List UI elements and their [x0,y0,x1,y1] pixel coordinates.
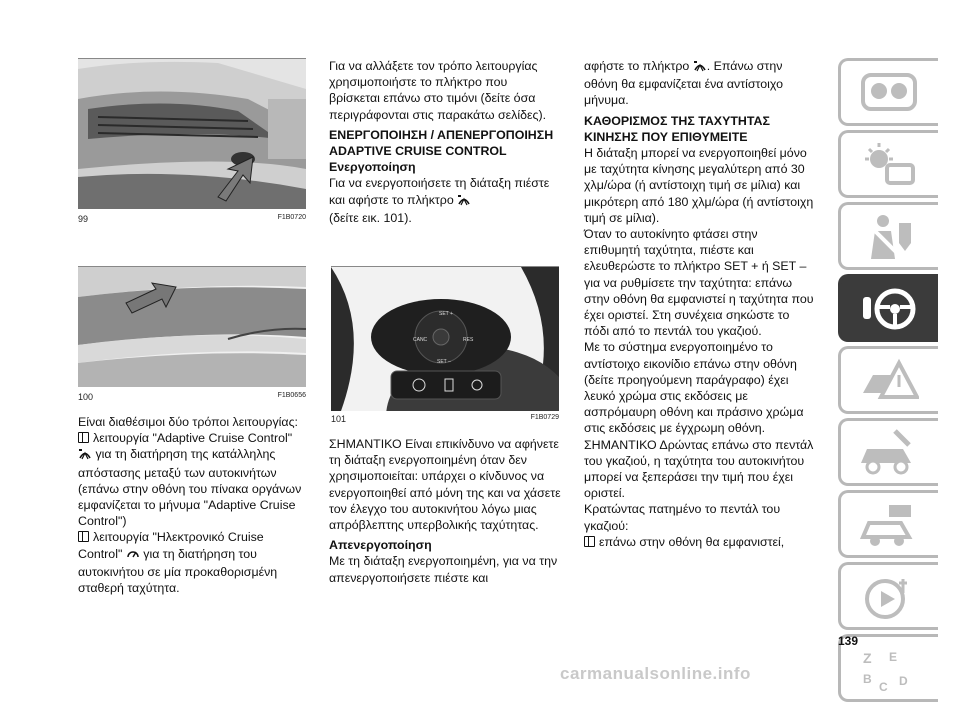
paragraph-text: . Επάνω στην οθόνη θα εμφανίζεται ένα αντίστοιχο μήνυμα. [584,59,783,108]
bullet-item [78,529,310,596]
column-1-text [78,414,310,596]
bullet-book-icon [78,432,89,443]
wheel-label-canc: CANC [413,337,428,343]
dashboard-tab-icon [859,69,919,117]
paragraph: ΣΗΜΑΝΤΙΚΟ Δρώντας επάνω στο πεντάλ του γκαζιού, η ταχύτητα του αυτοκινήτου μπορεί να ξεπεράσει την τιμή που έχει οριστεί. [584,437,814,501]
paragraph: ΣΗΜΑΝΤΙΚΟ Είναι επικίνδυνο να αφήνετε τη διάταξη ενεργοποιημένη όταν δεν χρησιμοποιείται: υπάρχει ο κίνδυνος να ενεργοποιηθεί από μόνη της και να χάσετε τον έλεγχο του αυτοκινήτου λόγω μιας απρόβλεπτης υπερβολικής ταχύτητας. [329,437,561,533]
svg-text:E: E [889,650,898,664]
adaptive-cruise-icon [693,60,707,76]
figure-number: 101 [331,414,347,424]
page-number: 139 [838,634,859,648]
subheading: Απενεργοποίηση [329,538,432,553]
paragraph-text: Για να ενεργοποιήσετε τη διάταξη πιέστε και αφήστε το πλήκτρο [329,176,550,207]
subheading: Ενεργοποίηση [329,160,416,175]
paragraph: Για να αλλάξετε τον τρόπο λειτουργίας χρησιμοποιήστε το πλήκτρο που βρίσκεται επάνω στο τιμόνι (δείτε όσα περιγράφονται στις παρακάτω σελίδες). [329,59,547,122]
paragraph [78,446,310,529]
paragraph: Η διάταξη μπορεί να ενεργοποιηθεί μόνο με ταχύτητα κίνησης μεγαλύτερη από 30 χλμ/ώρα (ή αντίστοιχη τιμή σε μίλια) και μικρότερη από 180 χλμ/ώρα (ή αντίστοιχη τιμή σε μίλια). [584,146,814,225]
figure-99-front-bumper-sensor [78,58,306,209]
figure-caption [78,214,306,226]
section-heading: ΕΝΕΡΓΟΠΟΙΗΣΗ / ΑΠΕΝΕΡΓΟΠΟΙΗΣΗ ADAPTIVE CRUISE CONTROL [329,127,554,159]
adaptive-cruise-icon [457,194,471,210]
figure-caption [78,392,306,404]
multimedia-tab-icon [859,573,919,621]
paragraph: Είναι διαθέσιμοι δύο τρόποι λειτουργίας: [78,415,298,429]
bullet-item [584,534,816,550]
bullet-text: λειτουργία "Adaptive Cruise Control" [93,431,293,446]
watermark: carmanualsonline.info [560,664,751,683]
svg-text:C: C [879,680,888,693]
svg-text:B: B [863,672,872,686]
bullet-text: επάνω στην οθόνη θα εμφανιστεί, [599,534,785,549]
figure-number: 100 [78,392,94,402]
figure-caption [331,414,559,426]
maintenance-tab-icon [859,429,919,477]
bullet-text: λειτουργία "Ηλεκτρονικό Cruise Control" [78,530,264,561]
tab-maintenance[interactable] [838,418,938,486]
chapter-tabs-sidebar [826,58,952,706]
column-2-text-lower [329,436,561,586]
index-tab-icon [859,645,919,693]
tab-dashboard[interactable] [838,58,938,126]
wheel-label-res: RES [463,337,474,343]
tab-starting-driving[interactable] [838,274,938,342]
column-3-text [584,58,816,550]
emergency-tab-icon [859,357,919,405]
figure-number: 99 [78,214,89,224]
bullet-item [78,430,310,446]
tab-emergency[interactable] [838,346,938,414]
paragraph-text: αφήστε το πλήκτρο [584,59,690,73]
wheel-label-set-plus: SET + [439,311,453,317]
paragraph-text: για τη διατήρηση του αυτοκινήτου σε μία προκαθορισμένη σταθερή ταχύτητα. [78,546,278,596]
column-2-text [329,58,561,226]
tab-multimedia[interactable] [838,562,938,630]
steering-wheel-icon [859,285,919,333]
svg-text:D: D [899,674,908,688]
tab-warning-lights[interactable] [838,130,938,198]
paragraph [584,58,816,109]
figure-101-steering-wheel-buttons [331,266,559,411]
cruise-control-icon [126,548,140,564]
safety-tab-icon [859,213,919,261]
figure-code: F1B0729 [530,414,559,421]
bullet-book-icon [584,536,595,547]
bullet-book-icon [78,531,89,542]
paragraph: Κρατώντας πατημένο το πεντάλ του γκαζιού: [584,502,781,533]
svg-text:Z: Z [863,650,872,666]
figure-code: F1B0656 [277,392,306,399]
paragraph: Με το σύστημα ενεργοποιημένο το αντίστοιχο εικονίδιο επάνω στην οθόνη (δείτε προηγούμενη παράγραφο) έχει λευκό χρώμα στις εκδόσεις με ασπρόμαυρη οθόνη και πράσινο χρώμα στις εκδόσεις με έγχρωμη οθόνη. [584,340,804,436]
paragraph: Όταν το αυτοκίνητο φτάσει στην επιθυμητή ταχύτητα, πιέστε και ελευθερώστε το πλήκτρο SET + ή SET – για να ρυθμίσετε την ταχύτητα: επάνω στην οθόνη θα εμφανιστεί η ταχύτητα που έχει οριστεί. Στη συνέχεια σηκώστε το πόδι από το πεντάλ του γκαζιού. [584,227,814,339]
section-heading: ΚΑΘΟΡΙΣΜΟΣ ΤΗΣ ΤΑΧΥΤΗΤΑΣ ΚΙΝΗΣΗΣ ΠΟΥ ΕΠΙΘΥΜΕΙΤΕ [584,113,770,144]
paragraph: Με τη διάταξη ενεργοποιημένη, για να την απενεργοποιήσετε πιέστε και [329,554,558,585]
paragraph-text: (δείτε εικ. 101). [329,210,412,225]
warning-lights-tab-icon [859,141,919,189]
figure-100-windshield-sensor [78,266,306,387]
adaptive-cruise-icon [78,448,92,464]
paragraph-text: για τη διατήρηση της κατάλληλης απόστασης μεταξύ των αυτοκινήτων (επάνω στην οθόνη του πίνακα οργάνων εμφανίζεται το μήνυμα "Adaptive Cruise Control") [78,447,302,529]
wheel-label-set-minus: SET – [437,359,451,365]
tab-technical-data[interactable] [838,490,938,558]
figure-code: F1B0720 [277,214,306,221]
tab-safety[interactable] [838,202,938,270]
technical-data-tab-icon [859,501,919,549]
paragraph [329,175,561,226]
